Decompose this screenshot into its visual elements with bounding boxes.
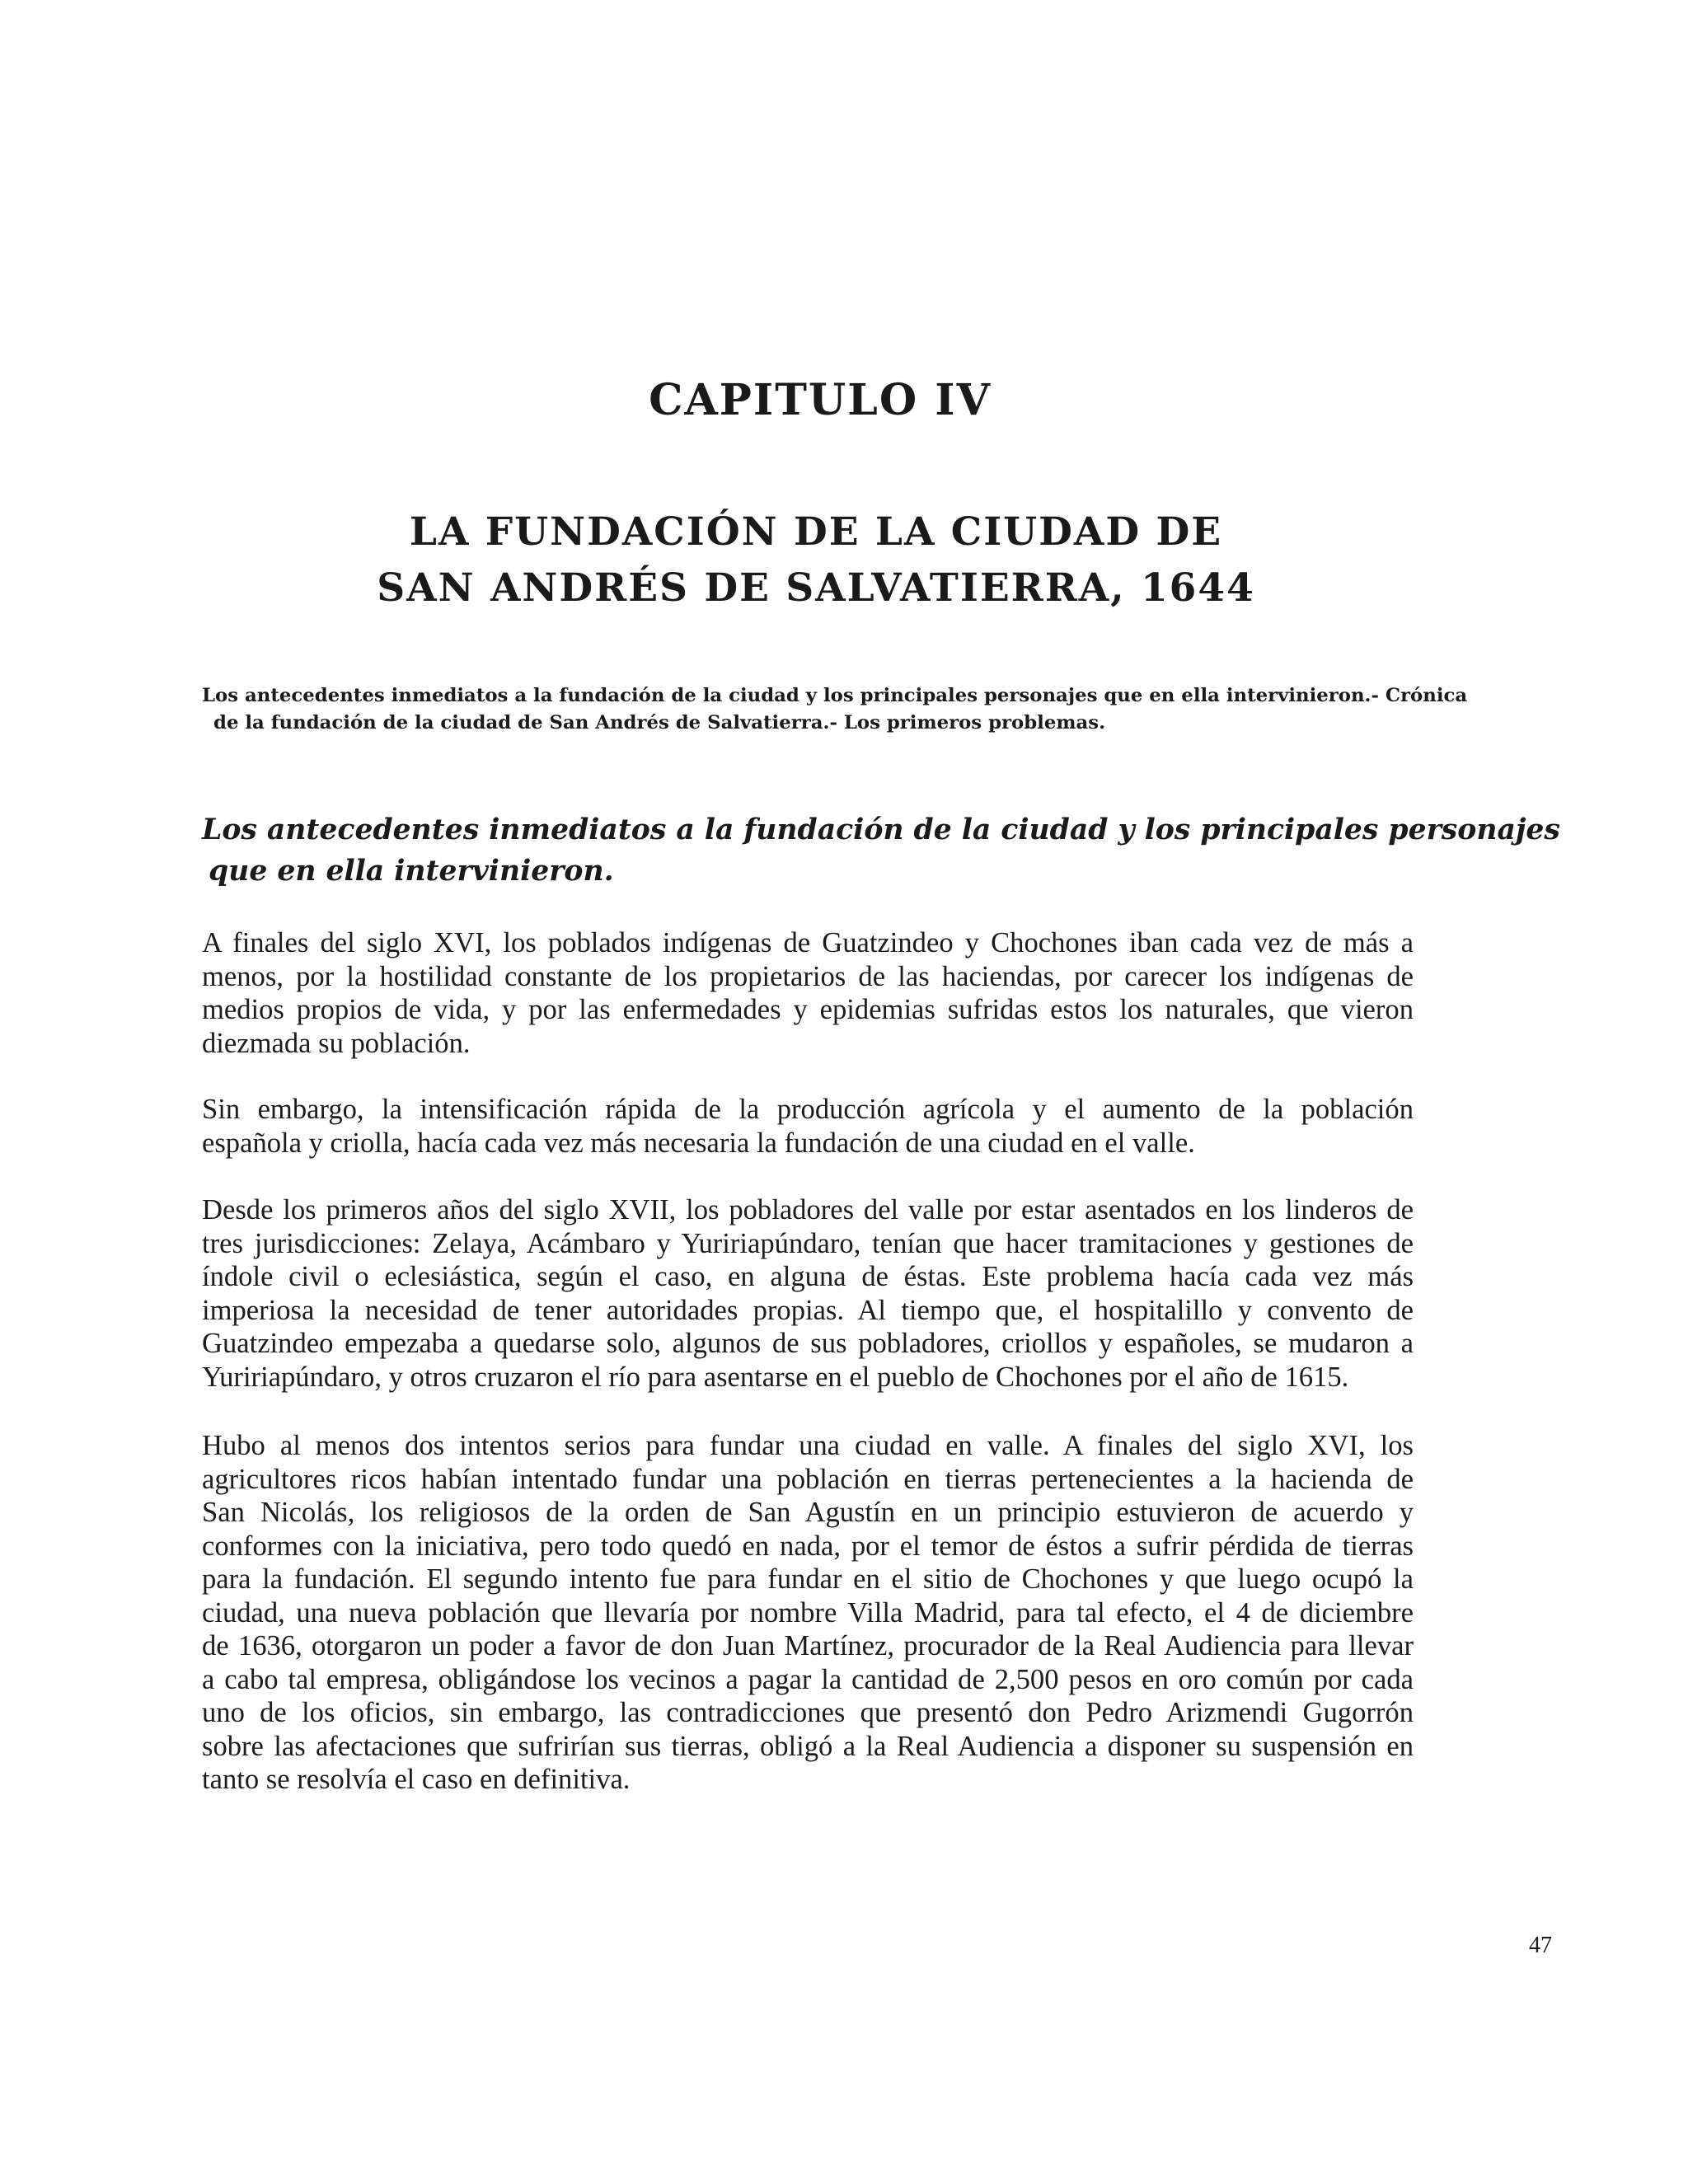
body-paragraph xyxy=(202,1193,1414,1394)
paragraph-line: uno de los oficios, sin embargo, las contradicciones que presentó don Pedro Arizmendi Gugorrón xyxy=(202,1697,1414,1728)
paragraph-line: española y criolla, hacía cada vez más necesaria la fundación de una ciudad en el valle. xyxy=(202,1127,1195,1159)
paragraph-line: imperiosa la necesidad de tener autoridades propias. Al tiempo que, el hospitalillo y convento de xyxy=(202,1294,1414,1326)
paragraph-line: Guatzindeo empezaba a quedarse solo, algunos de sus pobladores, criollos y españoles, se mudaron a xyxy=(202,1328,1414,1359)
body-paragraph xyxy=(202,1093,1414,1160)
chapter-title: CAPITULO IV xyxy=(649,375,992,425)
paragraph-line: índole civil o eclesiástica, según el caso, en alguna de éstas. Este problema hacía cada vez más xyxy=(202,1261,1414,1292)
paragraph-line: Hubo al menos dos intentos serios para fundar una ciudad en valle. A finales del siglo XVI, los xyxy=(202,1430,1414,1461)
body-paragraph xyxy=(202,1429,1414,1797)
paragraph-line: Sin embargo, la intensificación rápida de la producción agrícola y el aumento de la población xyxy=(202,1094,1414,1125)
paragraph-line: Desde los primeros años del siglo XVII, los pobladores del valle por estar asentados en los linderos de xyxy=(202,1194,1414,1226)
page-number: 47 xyxy=(1529,1933,1552,1958)
paragraph-line: menos, por la hostilidad constante de los propietarios de las haciendas, por carecer los indígenas de xyxy=(202,960,1414,992)
paragraph-line: medios propios de vida, y por las enfermedades y epidemias sufridas estos los naturales, que vieron xyxy=(202,994,1414,1025)
main-title-line: SAN ANDRÉS DE SALVATIERRA, 1644 xyxy=(377,565,1255,611)
main-title xyxy=(0,504,1632,616)
paragraph-line: de 1636, otorgaron un poder a favor de don Juan Martínez, procurador de la Real Audiencia para llevar xyxy=(202,1630,1414,1661)
paragraph-line: tanto se resolvía el caso en definitiva. xyxy=(202,1764,631,1795)
summary-line: de la fundación de la ciudad de San Andrés de Salvatierra.- Los primeros problemas. xyxy=(213,712,1106,733)
paragraph-line: a cabo tal empresa, obligándose los vecinos a pagar la cantidad de 2,500 pesos en oro común por cada xyxy=(202,1663,1414,1695)
body-paragraph xyxy=(202,926,1414,1060)
paragraph-line: conformes con la iniciativa, pero todo quedó en nada, por el temor de éstos a sufrir pérdida de tierras xyxy=(202,1530,1414,1562)
paragraph-line: diezmada su población. xyxy=(202,1027,471,1059)
section-heading-line: Los antecedentes inmediatos a la fundación de la ciudad y los principales personajes xyxy=(202,813,1560,846)
summary-line: Los antecedentes inmediatos a la fundación de la ciudad y los principales personajes que en ella intervinieron.- Crónica xyxy=(202,685,1468,706)
paragraph-line: agricultores ricos habían intentado fundar una población en tierras pertenecientes a la hacienda de xyxy=(202,1463,1414,1495)
main-title-line: LA FUNDACIÓN DE LA CIUDAD DE xyxy=(409,509,1223,555)
paragraph-line: A finales del siglo XVI, los poblados indígenas de Guatzindeo y Chochones iban cada vez de más a xyxy=(202,927,1414,958)
paragraph-line: tres jurisdicciones: Zelaya, Acámbaro y Yuririapúndaro, tenían que hacer tramitaciones y gestiones de xyxy=(202,1227,1414,1259)
paragraph-line: Yuririapúndaro, y otros cruzaron el río para asentarse en el pueblo de Chochones por el año de 1615. xyxy=(202,1361,1349,1393)
paragraph-line: para la fundación. El segundo intento fue para fundar en el sitio de Chochones y que luego ocupó la xyxy=(202,1563,1414,1595)
paragraph-line: ciudad, una nueva población que llevaría por nombre Villa Madrid, para tal efecto, el 4 de diciembre xyxy=(202,1596,1414,1629)
section-heading-line: que en ella intervinieron. xyxy=(209,855,614,888)
paragraph-line: San Nicolás, los religiosos de la orden de San Agustín en un principio estuvieron de acuerdo y xyxy=(202,1497,1414,1528)
paragraph-line: sobre las afectaciones que sufrirían sus tierras, obligó a la Real Audiencia a disponer su suspensión en xyxy=(202,1730,1414,1762)
section-heading xyxy=(202,809,1560,892)
chapter-summary xyxy=(202,682,1468,737)
